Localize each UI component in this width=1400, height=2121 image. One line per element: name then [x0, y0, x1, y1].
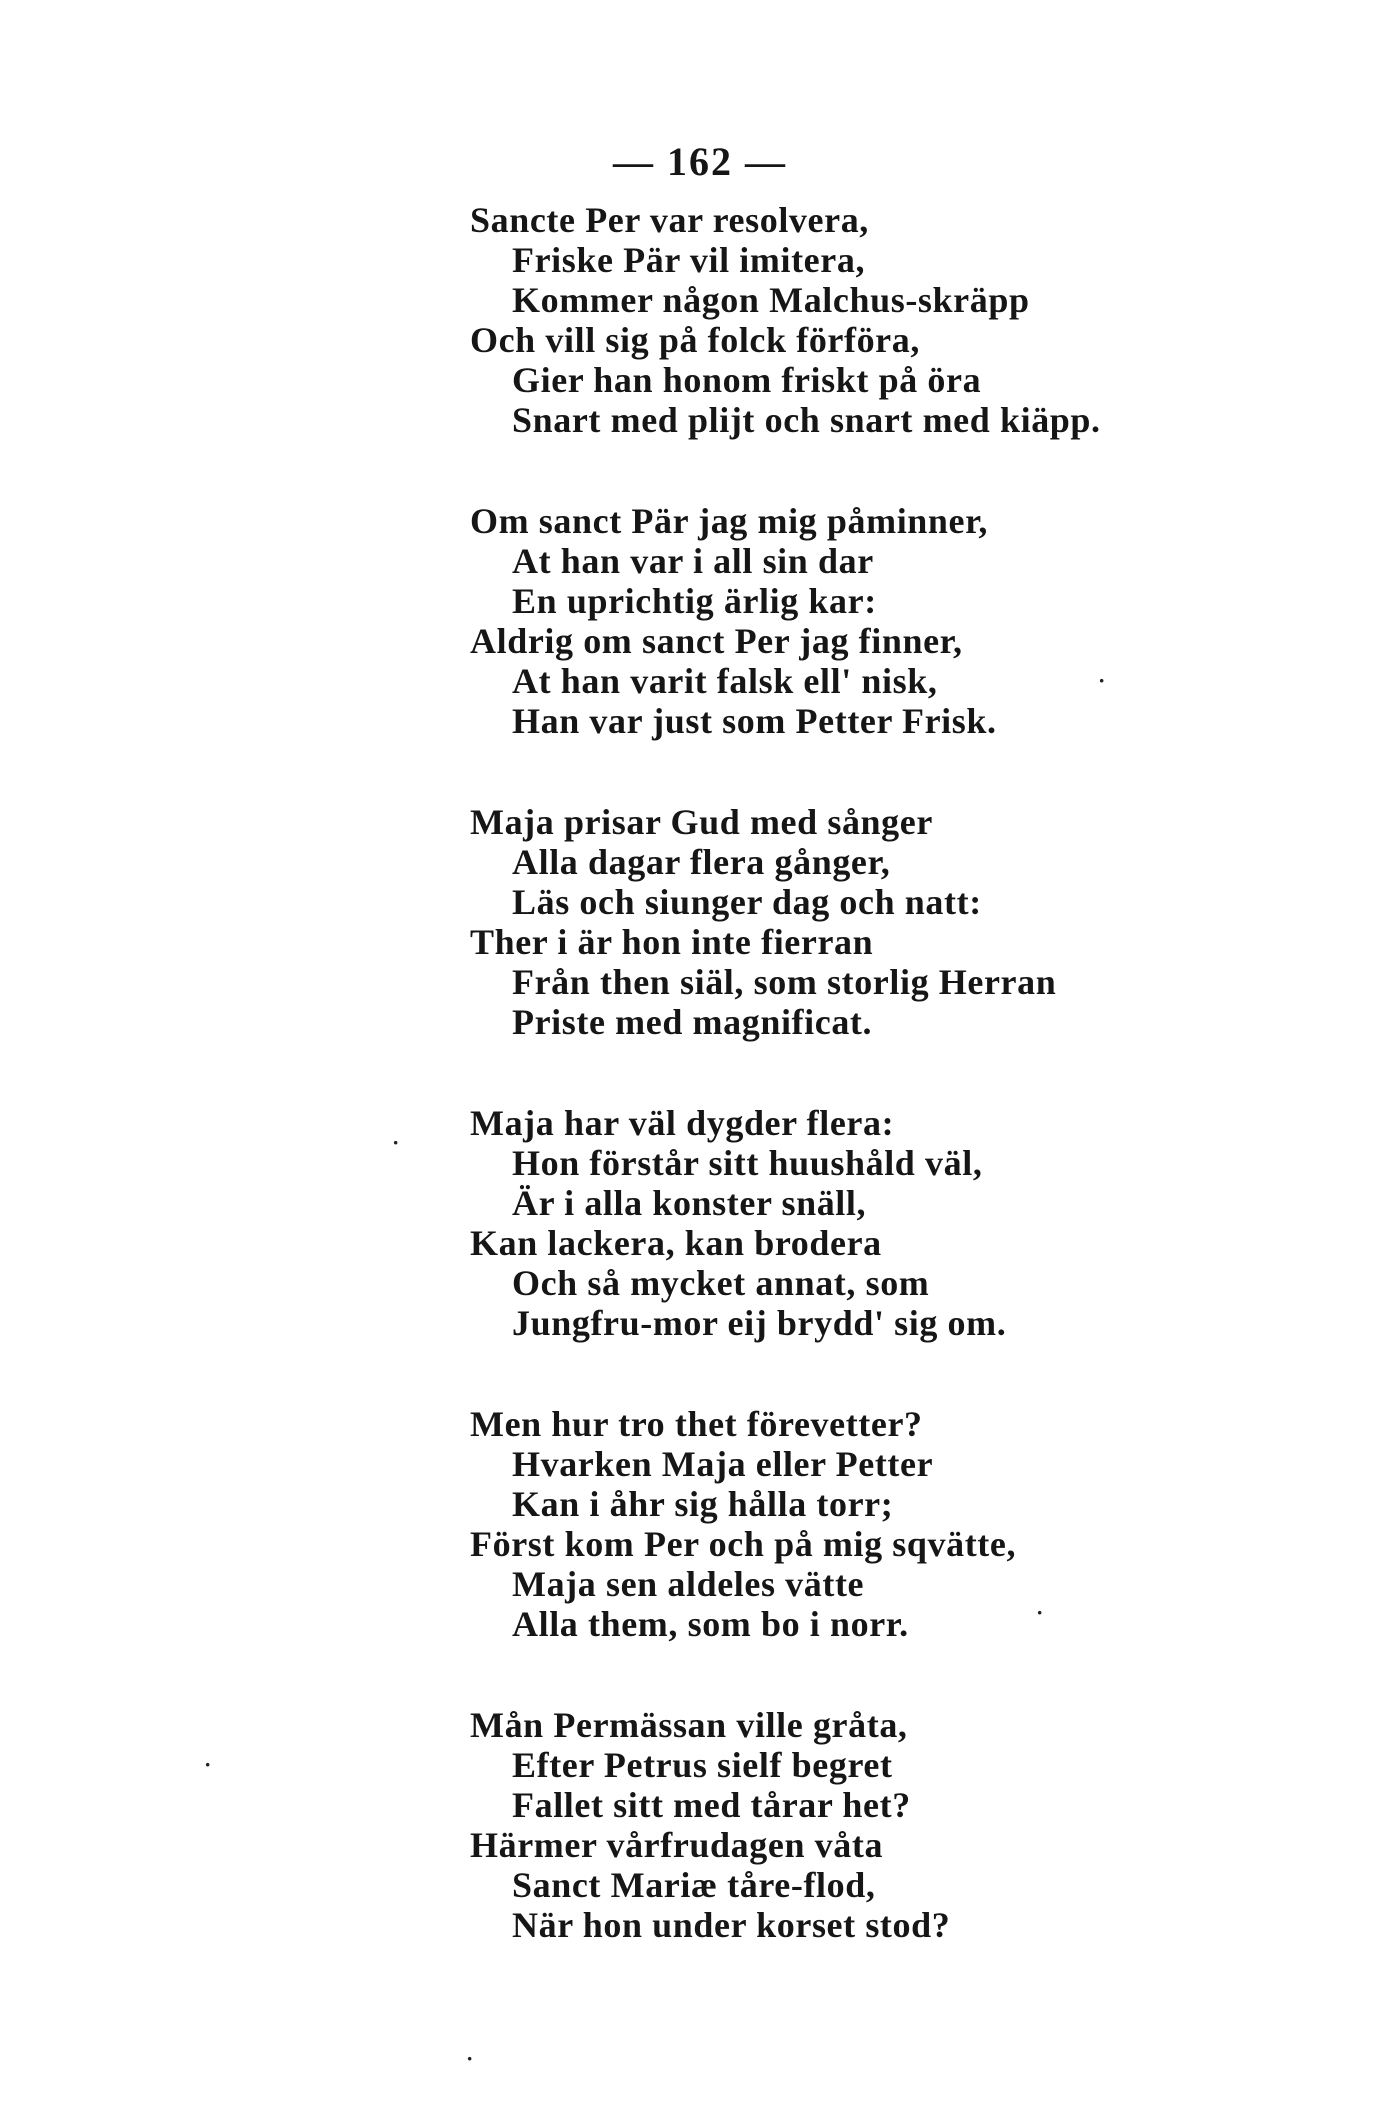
poem-line: Och så mycket annat, som: [512, 1263, 930, 1303]
print-speck: ·: [466, 2046, 474, 2071]
poem-line: Först kom Per och på mig sqvätte,: [470, 1524, 1017, 1564]
poem-line: Men hur tro thet förevetter?: [470, 1404, 923, 1444]
poem-line: Han var just som Petter Frisk.: [512, 701, 997, 741]
poem-line: Om sanct Pär jag mig påminner,: [470, 501, 988, 541]
poem-line: Kan i åhr sig hålla torr;: [512, 1484, 894, 1524]
poem-line: Läs och siunger dag och natt:: [512, 882, 982, 922]
poem-line: Friske Pär vil imitera,: [512, 240, 866, 280]
stanza-3: [470, 802, 1370, 1042]
poem-line: En uprichtig ärlig kar:: [512, 581, 877, 621]
poem-line: Från then siäl, som storlig Herran: [512, 962, 1057, 1002]
poem-line: Och vill sig på folck förföra,: [470, 320, 920, 360]
stanza-1: [470, 200, 1370, 440]
poem-line: Alla them, som bo i norr.: [512, 1604, 909, 1644]
poem-line: Härmer vårfrudagen våta: [470, 1825, 884, 1865]
stanza-6: [470, 1705, 1370, 1945]
print-speck: ·: [1098, 668, 1106, 693]
poem-line: Maja sen aldeles vätte: [512, 1564, 865, 1604]
poem-line: Aldrig om sanct Per jag finner,: [470, 621, 963, 661]
print-speck: ·: [1036, 1600, 1044, 1625]
poem-line: Ther i är hon inte fierran: [470, 922, 874, 962]
poem-line: Maja prisar Gud med sånger: [470, 802, 933, 842]
poem-line: Kan lackera, kan brodera: [470, 1223, 882, 1263]
stanza-2: [470, 501, 1370, 741]
poem-line: Är i alla konster snäll,: [512, 1183, 867, 1223]
poem-line: Priste med magnificat.: [512, 1002, 873, 1042]
poem-line: Mån Permässan ville gråta,: [470, 1705, 908, 1745]
poem-line: Efter Petrus sielf begret: [512, 1745, 893, 1785]
poem-line: Maja har väl dygder flera:: [470, 1103, 895, 1143]
poem-line: Alla dagar flera gånger,: [512, 842, 891, 882]
poem-line: När hon under korset stod?: [512, 1905, 951, 1945]
poem-line: Sancte Per var resolvera,: [470, 200, 869, 240]
poem-line: At han varit falsk ell' nisk,: [512, 661, 938, 701]
stanza-5: [470, 1404, 1370, 1644]
poem-line: Hon förstår sitt huushåld väl,: [512, 1143, 983, 1183]
poem-line: At han var i all sin dar: [512, 541, 874, 581]
poem-line: Snart med plijt och snart med kiäpp.: [512, 400, 1101, 440]
poem-line: Jungfru-mor eij brydd' sig om.: [512, 1303, 1007, 1343]
print-speck: ·: [392, 1130, 400, 1155]
poem-line: Sanct Mariæ tåre-flod,: [512, 1865, 876, 1905]
poem-line: Gier han honom friskt på öra: [512, 360, 982, 400]
poem: [470, 200, 1370, 2006]
print-speck: ·: [204, 1752, 212, 1777]
stanza-4: [470, 1103, 1370, 1343]
poem-line: Fallet sitt med tårar het?: [512, 1785, 911, 1825]
poem-line: Hvarken Maja eller Petter: [512, 1444, 934, 1484]
page-number: — 162 —: [613, 139, 787, 184]
poem-line: Kommer någon Malchus-skräpp: [512, 280, 1030, 320]
